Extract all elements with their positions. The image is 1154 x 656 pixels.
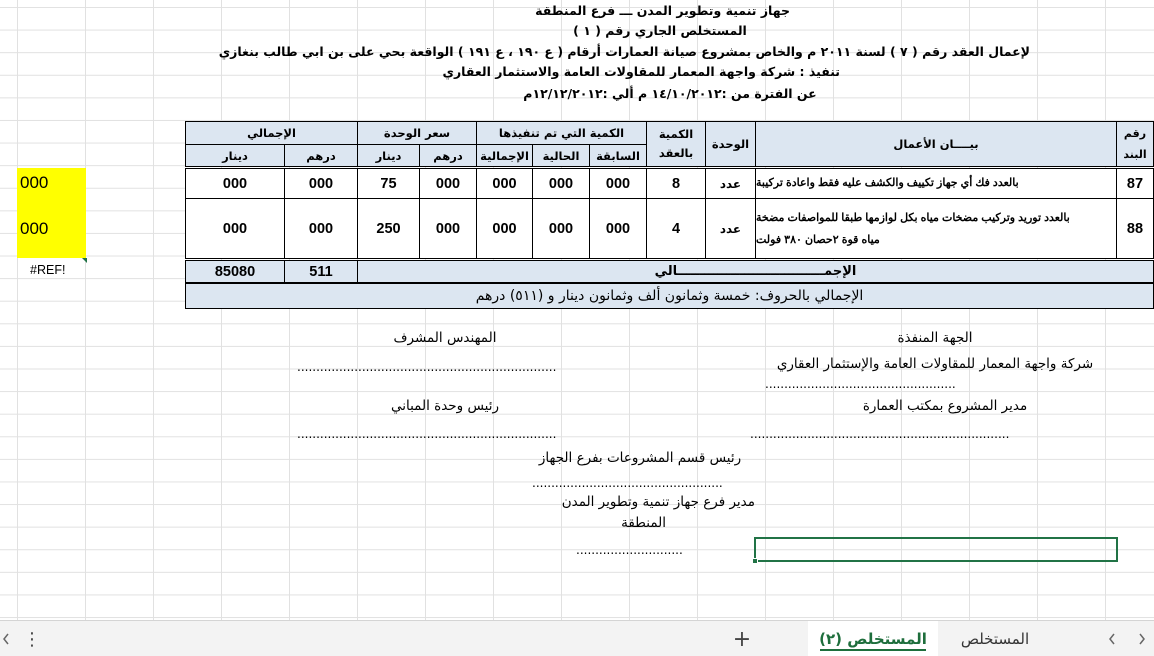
header-org-title: جهاز تنمية وتطوير المدن ـــ فرع المنطقة <box>535 3 790 18</box>
header-unit-price: سعر الوحدة <box>357 121 477 145</box>
buildings-unit-head-signature-line: .................................................................... <box>297 427 557 441</box>
tab-statement-2[interactable] <box>808 621 938 656</box>
row88-description-line2: مياه قوة ٢حصان ٣٨٠ فولت <box>756 233 880 246</box>
row88-description-line1: بالعدد توريد وتركيب مضخات مياه بكل لوازمها طبقا للمواصفات مضخة <box>756 211 1070 224</box>
buildings-unit-head-title: رئيس وحدة المباني <box>390 398 500 414</box>
side-cell-88[interactable]: 000 <box>20 219 49 238</box>
row87-contract-qty[interactable]: 8 <box>646 168 706 199</box>
header-total-dirham: درهم <box>284 144 358 167</box>
side-cell-87[interactable]: 000 <box>20 173 49 192</box>
executing-party-name: شركة واجهة المعمار للمقاولات العامة والإستثمار العقاري <box>776 356 1094 372</box>
row88-contract-qty[interactable]: 4 <box>646 198 706 259</box>
header-total: الإجمالي <box>185 121 358 145</box>
sheet-tab-bar <box>0 620 1154 656</box>
project-manager-title: مدير المشروع بمكتب العمارة <box>862 398 1028 414</box>
tab-statement-2-label: المستخلص (٢) <box>819 630 927 648</box>
grand-total-label[interactable]: الإجمـــــــــــــــــــــــــــــــــالي <box>357 260 1154 283</box>
row87-unit[interactable]: عدد <box>705 168 756 199</box>
row87-price-dinar[interactable]: 75 <box>357 168 420 199</box>
executing-party-signature-line: .................................................. <box>765 377 956 391</box>
active-tab-underline <box>820 649 926 651</box>
row88-total-qty[interactable]: 000 <box>476 198 533 259</box>
row87-total-qty[interactable]: 000 <box>476 168 533 199</box>
works-table <box>185 121 1154 311</box>
add-sheet-button[interactable]: + <box>732 626 752 652</box>
row87-previous[interactable]: 000 <box>589 168 647 199</box>
row87-price-dirham[interactable]: 000 <box>419 168 477 199</box>
header-total-qty: الإجمالية <box>476 144 533 167</box>
projects-dept-head-signature-line: .................................................. <box>532 476 723 490</box>
supervising-engineer-title: المهندس المشرف <box>393 330 497 346</box>
row88-total-dinar[interactable]: 000 <box>185 198 285 259</box>
scroll-left-icon[interactable] <box>0 621 12 656</box>
header-description: بيــــان الأعمال <box>755 121 1117 167</box>
row87-current[interactable]: 000 <box>532 168 590 199</box>
header-contract-qty: الكمية بالعقد <box>646 121 706 167</box>
project-manager-signature-line: .................................................................... <box>750 427 1010 441</box>
executing-party-title: الجهة المنفذة <box>897 330 973 346</box>
total-in-words[interactable]: الإجمالي بالحروف: خمسة وثمانون ألف وثمانون دينار و (٥١١) درهم <box>185 283 1154 309</box>
row88-price-dirham[interactable]: 000 <box>419 198 477 259</box>
ref-error-cell[interactable]: #REF! <box>30 263 66 277</box>
branch-manager-title: مدير فرع جهاز تنمية وتطوير المدن <box>561 494 755 510</box>
header-previous: السابقة <box>589 144 647 167</box>
header-period-line: عن الفترة من :١٤/١٠/٢٠١٢ م ألي :١٢/١٢/٢٠١٢م <box>523 86 817 101</box>
more-options-icon[interactable]: ⋮ <box>23 628 41 650</box>
row88-item-no[interactable]: 88 <box>1116 198 1154 259</box>
row88-price-dinar[interactable]: 250 <box>357 198 420 259</box>
grand-total-dirham[interactable]: 511 <box>284 260 358 283</box>
header-statement-number: المستخلص الجاري رقم ( ١ ) <box>573 23 747 38</box>
active-cell-selection[interactable] <box>754 537 1118 562</box>
tab-statement[interactable]: المستخلص <box>960 630 1030 648</box>
row87-item-no[interactable]: 87 <box>1116 168 1154 199</box>
row87-total-dinar[interactable]: 000 <box>185 168 285 199</box>
header-item-no: رقم البند <box>1116 121 1154 167</box>
grand-total-dinar[interactable]: 85080 <box>185 260 285 283</box>
header-contractor-line: تنفيذ : شركة واجهة المعمار للمقاولات العامة والاستثمار العقاري <box>442 64 840 79</box>
header-price-dirham: درهم <box>419 144 477 167</box>
header-executed-qty: الكمية التي تم تنفيذها <box>476 121 647 145</box>
fill-handle[interactable] <box>752 558 758 564</box>
row88-total-dirham[interactable]: 000 <box>284 198 358 259</box>
row88-unit[interactable]: عدد <box>705 198 756 259</box>
error-indicator-icon <box>82 258 87 263</box>
header-price-dinar: دينار <box>357 144 420 167</box>
row88-previous[interactable]: 000 <box>589 198 647 259</box>
supervising-engineer-signature-line: .................................................................... <box>297 360 557 374</box>
row88-description[interactable] <box>755 198 1117 259</box>
row88-current[interactable]: 000 <box>532 198 590 259</box>
header-total-dinar: دينار <box>185 144 285 167</box>
branch-manager-signature-line: ............................ <box>576 543 683 557</box>
header-current: الحالية <box>532 144 590 167</box>
row87-description[interactable]: بالعدد فك أي جهاز تكييف والكشف عليه فقط واعادة تركيبة <box>755 168 1117 199</box>
header-contract-line: لإعمال العقد رقم ( ٧ ) لسنة ٢٠١١ م والخاص بمشروع صيانة العمارات أرقام ( ع ١٩٠ ، ع ١٩١ ) الواقعة بحي على بن ابي طالب بنغازي <box>218 44 1030 59</box>
header-unit: الوحدة <box>705 121 756 167</box>
row87-total-dirham[interactable]: 000 <box>284 168 358 199</box>
scroll-tabs-right-icon[interactable] <box>1130 621 1154 656</box>
projects-dept-head-title: رئيس قسم المشروعات بفرع الجهاز <box>538 450 742 466</box>
branch-manager-title-line2: المنطقة <box>621 515 666 531</box>
scroll-tabs-left-icon[interactable] <box>1100 621 1124 656</box>
